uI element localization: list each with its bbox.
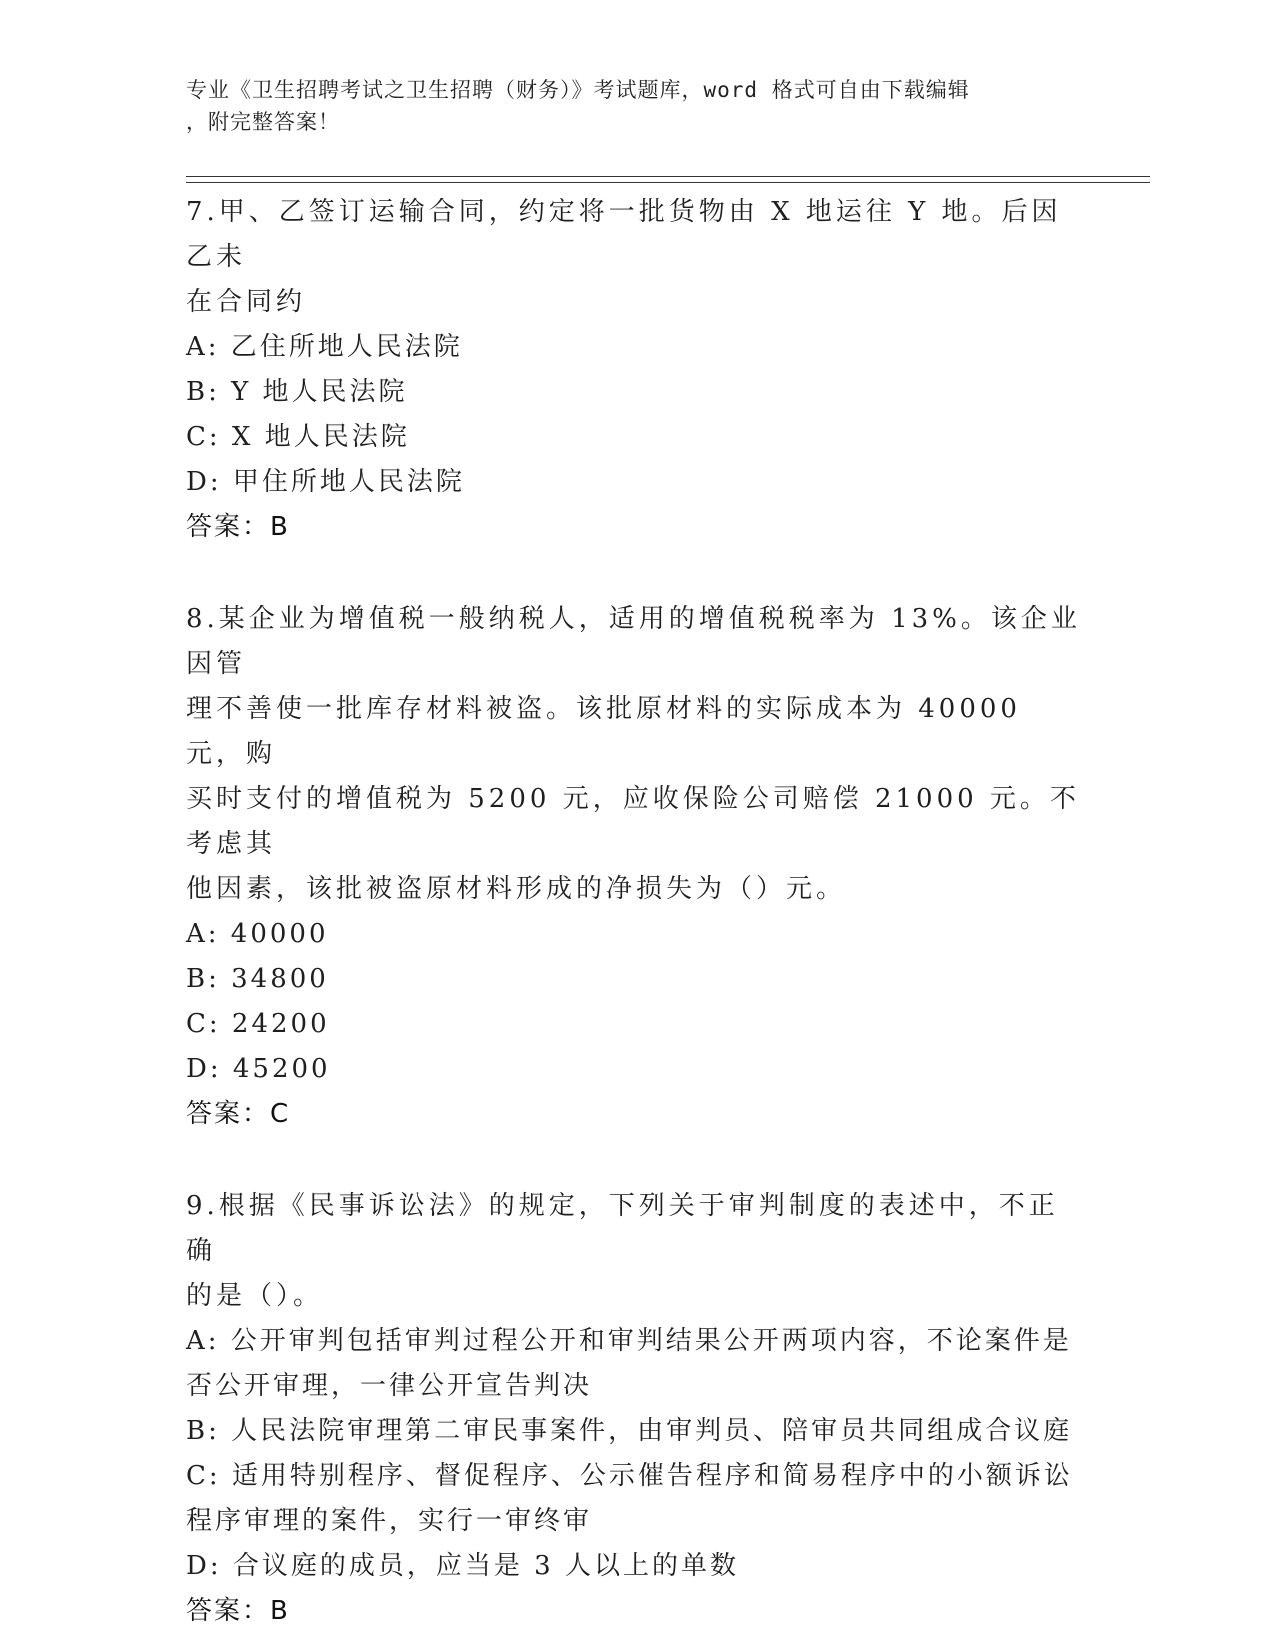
question-text: 9.根据《民事诉讼法》的规定，下列关于审判制度的表述中，不正确 <box>186 1191 1059 1266</box>
header-line: ，附完整答案！ <box>186 110 340 134</box>
document-header <box>186 74 1086 138</box>
question-7 <box>186 190 1086 550</box>
header-divider <box>186 176 1150 177</box>
option-b: B: Y 地人民法院 <box>186 377 408 407</box>
option-b: B: 人民法院审理第二审民事案件，由审判员、陪审员共同组成合议庭 <box>186 1416 1073 1446</box>
option-a: A: 40000 <box>186 919 329 949</box>
header-divider <box>186 182 1150 183</box>
header-line: 专业《卫生招聘考试之卫生招聘（财务）》考试题库，word 格式可自由下载编辑 <box>186 78 970 102</box>
option-d: D: 45200 <box>186 1054 331 1084</box>
option-a-continued: 否公开审理，一律公开宣告判决 <box>186 1371 593 1401</box>
question-9 <box>186 1184 1086 1634</box>
option-b: B: 34800 <box>186 964 329 994</box>
question-text: 8.某企业为增值税一般纳税人，适用的增值税税率为 13%。该企业因管 <box>186 604 1081 679</box>
option-c: C: X 地人民法院 <box>186 422 410 452</box>
option-d: D: 合议庭的成员，应当是 3 人以上的单数 <box>186 1551 739 1581</box>
option-a: A: 乙住所地人民法院 <box>186 332 463 362</box>
option-a: A: 公开审判包括审判过程公开和审判结果公开两项内容，不论案件是 <box>186 1326 1072 1356</box>
question-text: 的是（）。 <box>186 1281 324 1311</box>
option-c-continued: 程序审理的案件，实行一审终审 <box>186 1506 593 1536</box>
option-d: D: 甲住所地人民法院 <box>186 467 465 497</box>
question-text: 理不善使一批库存材料被盗。该批原材料的实际成本为 40000 元，购 <box>186 694 1021 769</box>
answer-line: 答案：B <box>186 1596 290 1626</box>
question-list <box>186 190 1086 1634</box>
option-c: C: 24200 <box>186 1009 330 1039</box>
question-text: 他因素，该批被盗原材料形成的净损失为（）元。 <box>186 874 847 904</box>
question-8 <box>186 597 1086 1137</box>
option-c: C: 适用特别程序、督促程序、公示催告程序和简易程序中的小额诉讼 <box>186 1461 1073 1491</box>
question-text: 7.甲、乙签订运输合同，约定将一批货物由 X 地运往 Y 地。后因乙未 <box>186 197 1062 272</box>
answer-line: 答案：B <box>186 512 290 542</box>
answer-line: 答案：C <box>186 1099 291 1129</box>
question-text: 买时支付的增值税为 5200 元，应收保险公司赔偿 21000 元。不考虑其 <box>186 784 1080 859</box>
question-text: 在合同约 <box>186 287 307 317</box>
